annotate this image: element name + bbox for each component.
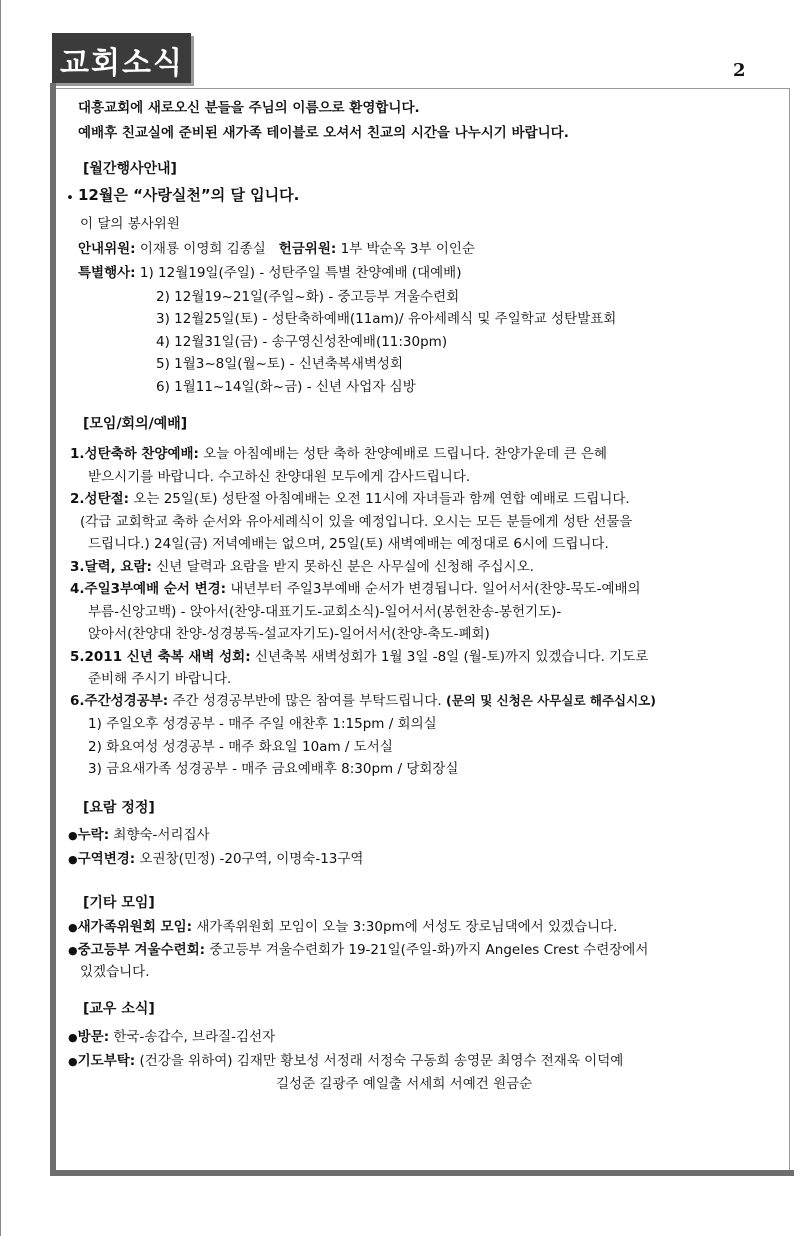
study-2: 2) 화요여성 성경공부 - 매주 화요일 10am / 도서실 xyxy=(88,739,393,755)
district-text: 오권창(민정) -20구역, 이명숙-13구역 xyxy=(135,851,364,867)
youth-line-1: 중고등부 겨울수련회가 19-21일(주일-화)까지 Angeles Crest 수련장에서 xyxy=(205,942,649,958)
event-5: 5) 1월3~8일(월~토) - 신년축복새벽성회 xyxy=(156,356,404,372)
item2-label: 2.성탄절: xyxy=(70,491,130,507)
bullet-icon: ● xyxy=(68,921,78,934)
offering-names: 1부 박순옥 3부 이인순 xyxy=(336,241,475,257)
frame-top xyxy=(56,88,790,89)
bullet-icon: ● xyxy=(68,1031,78,1044)
item6-label: 6.주간성경공부: xyxy=(70,693,169,709)
newfamily-text: 새가족위원회 모임이 오늘 3:30pm에 서성도 장로님댁에서 있겠습니다. xyxy=(192,919,618,935)
monthly-theme: 12월은 “사랑실천”의 달 입니다. xyxy=(78,186,300,204)
visit-text: 한국-송갑수, 브라질-김선자 xyxy=(109,1029,276,1045)
item6-note: (문의 및 신청은 사무실로 해주십시오) xyxy=(446,693,656,708)
item5-line-2: 준비해 주시기 바랍니다. xyxy=(88,671,232,687)
members-visit xyxy=(68,1028,275,1047)
ushers-label: 안내위원: xyxy=(78,241,136,257)
bullet-icon: ● xyxy=(68,853,78,866)
item5-line-1: 신년축복 새벽성회가 1월 3일 -8일 (월-토)까지 있겠습니다. 기도로 xyxy=(250,649,649,665)
frame-left xyxy=(50,83,56,1173)
event-4: 4) 12월31일(금) - 송구영신성찬예배(11:30pm) xyxy=(156,334,448,350)
volunteers-line xyxy=(78,240,475,258)
page-edge xyxy=(0,0,1,1236)
item5-label: 5.2011 신년 축복 새벽 성회: xyxy=(70,649,251,665)
frame-right xyxy=(789,88,790,1170)
item1-label: 1.성탄축하 찬양예배: xyxy=(70,446,199,462)
visit-label: 방문: xyxy=(77,1029,110,1045)
volunteers-heading: 이 달의 봉사위원 xyxy=(80,216,180,232)
page-number: 2 xyxy=(733,60,746,81)
item4-label: 4.주일3부예배 순서 변경: xyxy=(70,581,227,597)
item4-line-2: 부름-신앙고백) - 앉아서(찬양-대표기도-교회소식)-일어서서(봉헌찬송-봉헌기도)- xyxy=(88,604,562,620)
event-2: 2) 12월19~21일(주일~화) - 중고등부 겨울수련회 xyxy=(156,289,460,305)
prayer-label: 기도부탁: xyxy=(77,1053,136,1069)
bullet-icon: ● xyxy=(68,829,78,842)
item3-label: 3.달력, 요람: xyxy=(70,559,152,575)
welcome-line-1: 대흥교회에 새로오신 분들을 주님의 이름으로 환영합니다. xyxy=(78,100,420,116)
offering-label: 헌금위원: xyxy=(278,241,337,257)
study-1: 1) 주일오후 성경공부 - 매주 주일 애찬후 1:15pm / 회의실 xyxy=(88,716,437,732)
prayer-line-1: (건강을 위하여) 김재만 황보성 서정래 서정숙 구동희 송영문 최영수 전재욱 이덕예 xyxy=(135,1053,624,1069)
meeting-item-2 xyxy=(70,490,630,508)
other-newfamily xyxy=(68,918,617,937)
monthly-heading: [월간행사안내] xyxy=(83,161,177,177)
item2-line-2: (각급 교회학교 축하 순서와 유아세례식이 있을 예정입니다. 오시는 모든 분들에게 성탄 선물을 xyxy=(80,514,633,530)
bullet-dot: • xyxy=(66,190,74,206)
omission-label: 누락: xyxy=(77,827,110,843)
omission-text: 최향숙-서리집사 xyxy=(109,827,210,843)
item2-line-3: 드립니다.) 24일(금) 저녁예배는 없으며, 25일(토) 새벽예배는 예정대로 6시에 드립니다. xyxy=(88,536,609,552)
study-3: 3) 금요새가족 성경공부 - 매주 금요예배후 8:30pm / 당회장실 xyxy=(88,761,459,777)
special-event-1 xyxy=(78,264,461,282)
youth-line-2: 있겠습니다. xyxy=(80,964,150,980)
meeting-item-1 xyxy=(70,445,607,463)
item4-line-1: 내년부터 주일3부예배 순서가 변경됩니다. 일어서서(찬양-묵도-예배의 xyxy=(226,581,641,597)
roster-district xyxy=(68,850,363,869)
page-title: 교회소식 xyxy=(60,46,184,81)
meeting-item-4 xyxy=(70,580,641,598)
bullet-icon: ● xyxy=(68,944,78,957)
roster-heading: [요람 정정] xyxy=(83,800,155,816)
event-3: 3) 12월25일(토) - 성탄축하예배(11am)/ 유아세례식 및 주일학교 성탄발표회 xyxy=(156,311,617,327)
item3-line-1: 신년 달력과 요람을 받지 못하신 분은 사무실에 신청해 주십시오. xyxy=(151,559,534,575)
newfamily-label: 새가족위원회 모임: xyxy=(77,919,193,935)
other-youth xyxy=(68,941,648,960)
item1-line-2: 받으시기를 바랍니다. 수고하신 찬양대원 모두에게 감사드립니다. xyxy=(88,469,471,485)
event-6: 6) 1월11~14일(화~금) - 신년 사업자 심방 xyxy=(156,379,416,395)
event-1: 1) 12월19일(주일) - 성탄주일 특별 찬양예배 (대예배) xyxy=(135,265,462,281)
other-heading: [기타 모임] xyxy=(83,895,155,911)
frame-bottom xyxy=(50,1170,794,1176)
item4-line-3: 앉아서(찬양대 찬양-성경봉독-설교자기도)-일어서서(찬양-축도-폐회) xyxy=(88,626,490,642)
meetings-heading: [모임/회의/예배] xyxy=(83,416,188,432)
meeting-item-3 xyxy=(70,558,534,576)
meeting-item-5 xyxy=(70,648,648,666)
ushers-names: 이재룡 이영희 김종실 xyxy=(135,241,266,257)
item2-line-1: 오는 25일(토) 성탄절 아침예배는 오전 11시에 자녀들과 함께 연합 예배로 드립니다. xyxy=(129,491,630,507)
item6-text: 주간 성경공부반에 많은 참여를 부탁드립니다. xyxy=(168,693,446,709)
meeting-item-6 xyxy=(70,692,656,710)
special-label: 특별행사: xyxy=(78,265,136,281)
members-prayer xyxy=(68,1052,623,1071)
members-heading: [교우 소식] xyxy=(83,1001,155,1017)
welcome-line-2: 예배후 친교실에 준비된 새가족 테이블로 오셔서 친교의 시간을 나누시기 바랍니다. xyxy=(78,125,569,141)
item1-line-1: 오늘 아침예배는 성탄 축하 찬양예배로 드립니다. 찬양가운데 큰 은혜 xyxy=(198,446,608,462)
youth-label: 중고등부 겨울수련회: xyxy=(77,942,206,958)
roster-omission xyxy=(68,826,210,845)
bullet-icon: ● xyxy=(68,1055,78,1068)
district-label: 구역변경: xyxy=(77,851,136,867)
prayer-line-2: 길성준 길광주 예일출 서세희 서예건 원금순 xyxy=(276,1076,533,1092)
